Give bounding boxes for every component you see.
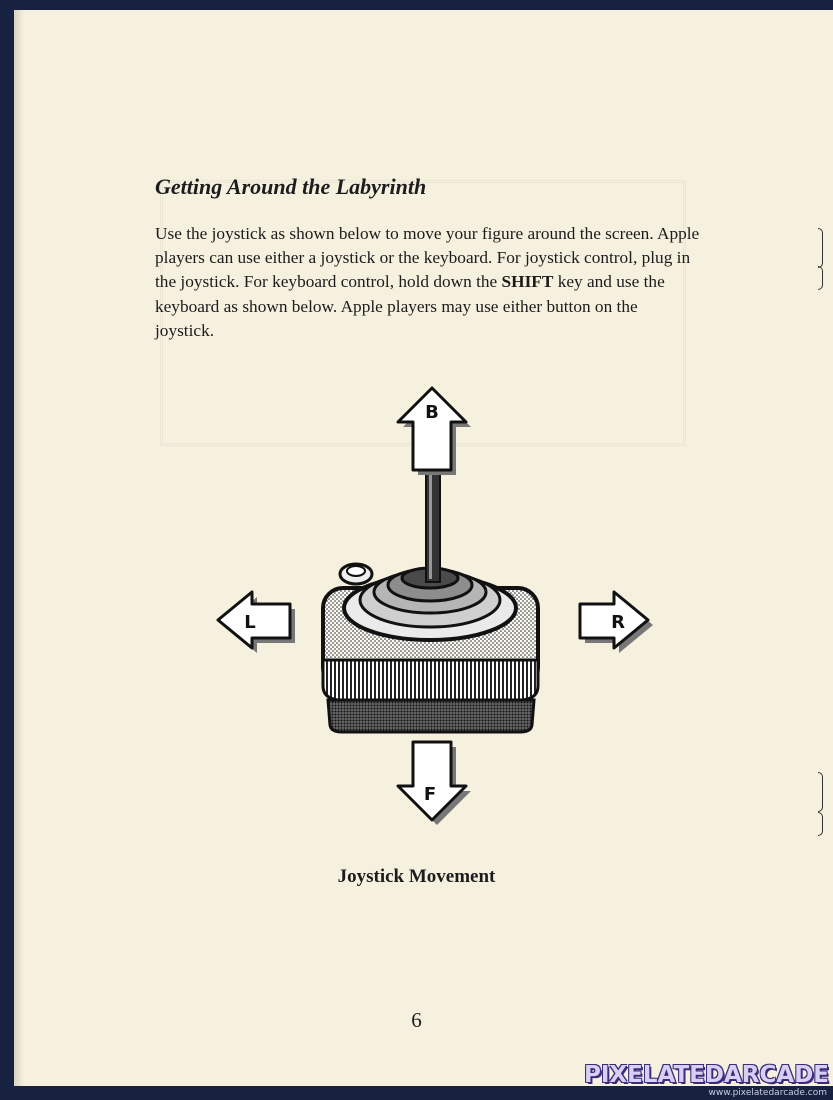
joystick-illustration — [190, 380, 670, 830]
arrow-down-f — [398, 742, 471, 825]
instructions-paragraph — [155, 222, 700, 343]
page-gutter-shadow — [14, 10, 24, 1086]
watermark-url: www.pixelatedarcade.com — [708, 1088, 827, 1098]
paragraph-text-1: Use the joystick as shown below to move your figure around the screen. Apple players can use either a joystick or the keyboard. For joystick control, plug in the joystick. For keyboard control, hold down the — [155, 224, 700, 292]
watermark-logo: PIXELATEDARCADE — [583, 1062, 829, 1088]
arrow-up-b — [398, 388, 471, 475]
arrow-label-r: R — [611, 612, 625, 633]
arrow-label-l: L — [244, 612, 256, 633]
arrow-label-f: F — [423, 784, 437, 805]
binding-clip-top-2 — [818, 266, 823, 290]
fire-button — [340, 564, 372, 584]
shift-key-label: SHIFT — [501, 272, 554, 292]
section-heading: Getting Around the Labyrinth — [155, 174, 427, 199]
page-number: 6 — [411, 1008, 422, 1032]
paragraph-text-2: key and use the keyboard as shown below. Apple players may use either button on the joystick. — [155, 272, 665, 340]
arrow-right-r — [580, 592, 653, 653]
arrow-left-l — [218, 592, 295, 653]
joystick-stick — [426, 472, 440, 582]
figure-caption: Joystick Movement — [337, 866, 496, 887]
arrow-label-b: B — [425, 402, 439, 423]
binding-clip-bottom-2 — [818, 812, 823, 836]
binding-clip-top — [818, 228, 823, 268]
binding-clip-bottom — [818, 772, 823, 812]
